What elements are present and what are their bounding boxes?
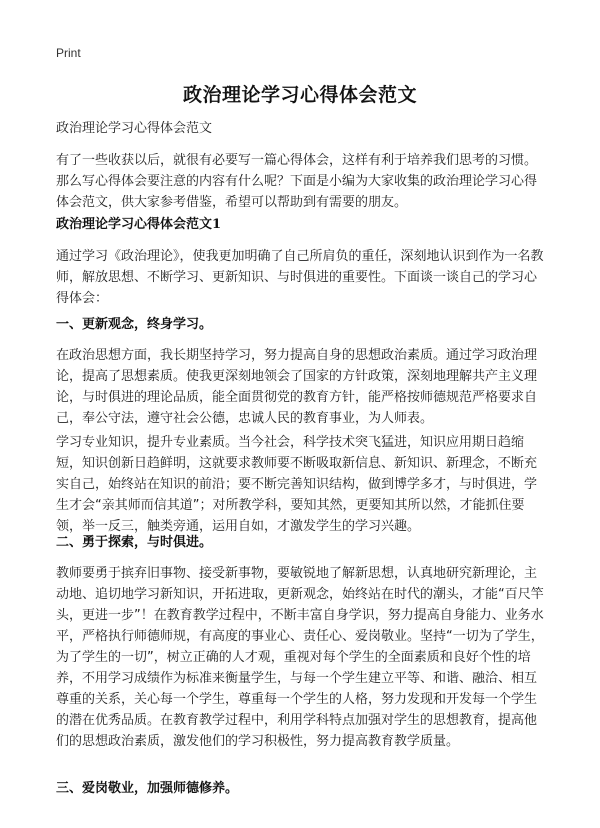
section-title: 政治理论学习心得体会范文1 <box>56 217 222 232</box>
heading-explore-innovate: 二、勇于探索，与时俱进。 <box>56 535 213 550</box>
paragraph-professional-knowledge: 学习专业知识，提升专业素质。当今社会，科学技术突飞猛进，知识应用期日趋缩短，知识创新日趋鲜明，这就要求教师要不断吸取新信息、新知识、新理念，不断充实自己，始终站在知识的前沿；要不断完善知识结构，做到博学多才，与时俱进，学生才会“亲其师而信其道”；对所教学科，要知其然，更要知其所以然，才能抓住要领，举一反三，触类旁通，运用自如，才激发学生的学习兴趣。 <box>56 435 538 534</box>
intro-paragraph: 有了一些收获以后，就很有必要写一篇心得体会，这样有利于培养我们思考的习惯。那么写心得体会要注意的内容有什么呢？下面是小编为大家收集的政治理论学习心得体会范文，供大家参考借鉴，希望可以帮助到有需要的朋友。 <box>56 153 538 210</box>
section-intro-paragraph: 通过学习《政治理论》，使我更加明确了自己所肩负的重任，深刻地认识到作为一名教师，解放思想、不断学习、更新知识、与时俱进的重要性。下面谈一谈自己的学习心得体会： <box>56 249 544 306</box>
paragraph-political-thought: 在政治思想方面，我长期坚持学习，努力提高自身的思想政治素质。通过学习政治理论，提高了思想素质。使我更深刻地领会了国家的方针政策，深刻地理解共产主义理论，与时俱进的理论品质，能全面贯彻党的教育方针，能严格按师德规范严格要求自己，奉公守法，遵守社会公德，忠诚人民的教育事业，为人师表。 <box>56 348 538 426</box>
heading-professional-ethics: 三、爱岗敬业，加强师德修养。 <box>56 781 239 796</box>
document-subtitle: 政治理论学习心得体会范文 <box>56 121 213 136</box>
paragraph-teacher-innovation: 教师要勇于摈弃旧事物、接受新事物，要敏锐地了解新思想，认真地研究新理论，主动地、追切地学习新知识，开拓进取，更新观念，始终站在时代的潮头，才能“百尺竿头，更进一步”！在教育教学过程中，不断丰富自身学识，努力提高自身能力、业务水平，严格执行师德师规，有高度的事业心、责任心、爱岗敬业。坚持“一切为了学生，为了学生的一切”，树立正确的人才观，重视对每个学生的全面素质和良好个性的培养，不用学习成绩作为标准来衡量学生，与每一个学生建立平等、和谐、融洽、相互尊重的关系，关心每一个学生，尊重每一个学生的人格，努力发现和开发每一个学生的潜在优秀品质。在教育教学过程中，利用学科特点加强对学生的思想教育，提高他们的思想政治素质，激发他们的学习积极性，努力提高教育教学质量。 <box>56 566 544 749</box>
print-link[interactable]: Print <box>56 46 81 60</box>
heading-update-concepts: 一、更新观念，终身学习。 <box>56 317 213 332</box>
document-title: 政治理论学习心得体会范文 <box>182 84 417 106</box>
